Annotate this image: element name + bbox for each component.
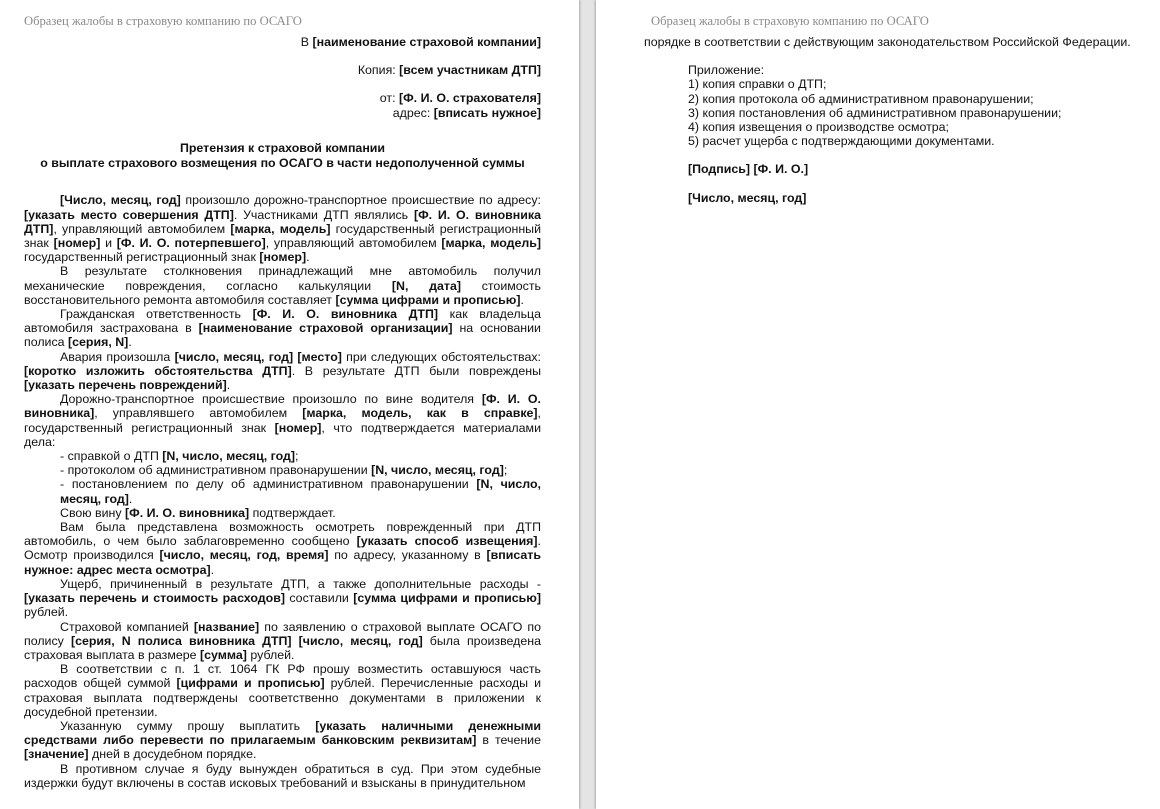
text-run: государственный регистрационный знак	[24, 250, 260, 265]
title-line-1: Претензия к страховой компании	[179, 140, 386, 155]
sender-line	[24, 91, 541, 105]
text-run: Гражданская ответственность	[60, 307, 253, 322]
claim-paragraph	[24, 392, 541, 449]
placeholder-field: [указать перечень повреждений]	[24, 378, 227, 393]
text-run: по адресу, указанному в	[328, 548, 487, 563]
appendix-title: Приложение:	[688, 63, 765, 78]
placeholder-field: [Число, месяц, год]	[60, 193, 181, 208]
claim-paragraph	[24, 620, 541, 663]
placeholder-field: [число, месяц, год]	[298, 633, 423, 648]
text-run: ;	[503, 463, 508, 478]
appendix-item: 1) копия справки о ДТП;	[688, 77, 827, 92]
placeholder-field: [номер]	[259, 250, 307, 265]
sender-address-line	[24, 106, 541, 120]
claim-paragraph	[24, 762, 541, 790]
text-run: стоимость восстановительного ремонта автомобиля составляет	[24, 278, 541, 307]
placeholder-field: [Ф. И. О. потерпевшего]	[116, 236, 266, 251]
placeholder-field: [N, число, месяц, год]	[371, 463, 504, 478]
appendix-item: 2) копия протокола об административном правонарушении;	[688, 91, 1034, 106]
text-run: - постановлением по делу об административном правонарушении	[60, 477, 477, 492]
copy-line	[24, 63, 541, 77]
text-run: от:	[379, 91, 399, 106]
placeholder-field: [марка, модель]	[230, 221, 331, 236]
text-run: подтверждает.	[249, 505, 336, 520]
placeholder-field: [сумма]	[200, 647, 247, 662]
page-header: Образец жалобы в страховую компанию по ОСАГО	[651, 14, 929, 28]
text-run: .	[226, 378, 231, 393]
placeholder-field: [место]	[297, 349, 342, 364]
text-run: дней в досудебном порядке.	[88, 747, 257, 762]
placeholder-field: [Ф. И. О. страхователя]	[398, 91, 541, 106]
text-run: Копия:	[357, 63, 400, 78]
claim-paragraph	[24, 506, 541, 520]
claim-paragraph	[24, 577, 541, 620]
placeholder-field: [всем участникам ДТП]	[399, 63, 541, 78]
text-run: была произведена страховая выплата в размере	[24, 633, 541, 662]
continuation-text: порядке в соответствии с действующим законодательством Российской Федерации.	[644, 35, 1131, 49]
placeholder-field: [номер]	[53, 236, 101, 251]
text-run: при следующих обстоятельствах:	[341, 349, 541, 364]
claim-paragraph	[24, 264, 541, 307]
text-run: рублей. Перечисленные расходы и страховая выплата подтверждены соответственно документами в приложении к досудебной претензии.	[24, 676, 542, 719]
text-run: составили	[284, 591, 354, 606]
addressee-line	[24, 35, 541, 49]
document-title	[24, 141, 541, 171]
document-page-1	[0, 0, 579, 809]
placeholder-field: [наименование страховой организации]	[198, 321, 453, 336]
text-run: .	[210, 562, 215, 577]
text-run: , управляющий автомобилем	[265, 236, 442, 251]
text-run: Вам была представлена возможность осмотреть поврежденный при ДТП автомобиль, о чем было заблаговременно сообщено	[24, 520, 541, 549]
placeholder-field: [Ф. И. О. виновника ДТП]	[252, 307, 439, 322]
page-1-content	[24, 35, 541, 790]
placeholder-field: [вписать нужное: адрес места осмотра]	[24, 548, 541, 577]
claim-paragraph	[24, 719, 541, 762]
text-run: Указанную сумму прошу выплатить	[60, 718, 316, 733]
placeholder-field: [сумма цифрами и прописью]	[335, 292, 521, 307]
placeholder-field: [сумма цифрами и прописью]	[353, 591, 542, 606]
text-run: , управляющий автомобилем	[53, 221, 231, 236]
claim-paragraph	[24, 350, 541, 393]
text-run: произошло дорожно-транспортное происшествие по адресу:	[180, 193, 541, 208]
text-run: - протоколом об административном правонарушении	[60, 463, 372, 478]
placeholder-field: [указать перечень и стоимость расходов]	[24, 591, 285, 606]
placeholder-field: [значение]	[24, 747, 89, 762]
placeholder-field: [N, число, месяц, год]	[60, 477, 541, 506]
text-run: Ущерб, причиненный в результате ДТП, а также дополнительные расходы -	[60, 576, 541, 591]
text-run: .	[128, 335, 132, 350]
text-run: рублей.	[24, 605, 69, 620]
claim-body	[24, 193, 541, 790]
claim-paragraph	[24, 662, 541, 719]
placeholder-field: [Ф. И. О. виновника ДТП]	[24, 207, 541, 236]
text-run: на основании полиса	[24, 321, 541, 350]
text-run: как владельца автомобиля застрахована в	[24, 307, 542, 336]
text-run: , управлявшего автомобилем	[94, 406, 303, 421]
text-run: Авария произошла	[60, 349, 175, 364]
text-run: рублей.	[246, 647, 295, 662]
appendix-item: 4) копия извещения о производстве осмотра;	[688, 120, 949, 135]
placeholder-field: [коротко изложить обстоятельства ДТП]	[24, 363, 292, 378]
text-run: .	[520, 292, 524, 307]
text-run: В противном случае я буду вынужден обратиться в суд. При этом судебные издержки будут включены в состав исковых требований и взысканы в принудительном	[24, 761, 541, 790]
placeholder-field: [указать наличными денежными средствами либо перевести по прилагаемым банковским реквизитам]	[24, 718, 541, 748]
text-run: ;	[295, 449, 299, 464]
text-run: и	[100, 236, 117, 251]
signature-line: [Подпись] [Ф. И. О.]	[688, 162, 809, 177]
evidence-list-item	[24, 463, 541, 477]
claim-paragraph	[24, 307, 541, 350]
placeholder-field: [номер]	[274, 420, 322, 435]
document-page-2	[596, 0, 1160, 809]
placeholder-field: [указать место совершения ДТП]	[24, 207, 234, 222]
page-2-content	[644, 35, 1144, 205]
placeholder-field: [марка, модель]	[441, 236, 541, 251]
placeholder-field: [число, месяц, год, время]	[159, 548, 329, 563]
title-line-2: о выплате страхового возмещения по ОСАГО в части недополученной суммы	[40, 155, 525, 170]
text-run: Страховой компанией	[60, 619, 194, 634]
evidence-list-item	[24, 449, 541, 463]
appendix-item: 5) расчет ущерба с подтверждающими документами.	[688, 134, 995, 149]
page-header: Образец жалобы в страховую компанию по ОСАГО	[24, 14, 302, 28]
text-run: адрес:	[392, 105, 434, 120]
placeholder-field: [марка, модель, как в справке]	[302, 406, 538, 421]
text-run: .	[128, 491, 133, 506]
placeholder-field: [наименование страховой компании]	[312, 35, 541, 49]
placeholder-field: [Ф. И. О. виновника]	[125, 505, 250, 520]
placeholder-field: [серия, N полиса виновника ДТП]	[70, 633, 292, 648]
claim-paragraph	[24, 193, 541, 264]
placeholder-field: [указать способ извещения]	[356, 534, 538, 549]
placeholder-field: [N, дата]	[391, 278, 461, 293]
placeholder-field: [цифрами и прописью]	[176, 676, 325, 691]
claim-paragraph	[24, 520, 541, 577]
placeholder-field: [серия, N]	[68, 335, 129, 350]
text-run: В соответствии с п. 1 ст. 1064 ГК РФ прошу возместить оставшуюся часть расходов общей суммой	[24, 662, 541, 691]
text-run: Дорожно-транспортное происшествие произошло по вине водителя	[60, 392, 482, 407]
date-line: [Число, месяц, год]	[688, 190, 807, 205]
text-run: Свою вину	[60, 505, 126, 520]
placeholder-field: [N, число, месяц, год]	[162, 449, 296, 464]
text-run: .	[306, 250, 310, 265]
text-run: . Осмотр производился	[24, 534, 541, 563]
text-run: государственный регистрационный знак	[24, 221, 541, 251]
text-run: в течение	[476, 733, 541, 748]
appendix	[644, 63, 1144, 205]
placeholder-field: [вписать нужное]	[433, 105, 541, 120]
text-run: , государственный регистрационный знак	[24, 406, 541, 435]
placeholder-field: [Ф. И. О. виновника]	[24, 392, 541, 421]
appendix-item: 3) копия постановления об административном правонарушении;	[688, 105, 1062, 120]
text-run: - справкой о ДТП	[60, 449, 163, 464]
text-run: В результате столкновения принадлежащий мне автомобиль получил механические повреждения, согласно калькуляции	[24, 264, 541, 293]
text-run: , что подтверждается материалами дела:	[24, 420, 541, 449]
text-run: . В результате ДТП были повреждены	[291, 363, 541, 378]
placeholder-field: [название]	[193, 619, 260, 634]
evidence-list-item	[24, 477, 541, 505]
text-run: . Участниками ДТП являлись	[233, 207, 414, 222]
placeholder-field: [число, месяц, год]	[174, 349, 294, 364]
text-run: по заявлению о страховой выплате ОСАГО по полису	[24, 619, 542, 648]
text-run	[292, 634, 299, 648]
text-run: В	[300, 35, 313, 49]
